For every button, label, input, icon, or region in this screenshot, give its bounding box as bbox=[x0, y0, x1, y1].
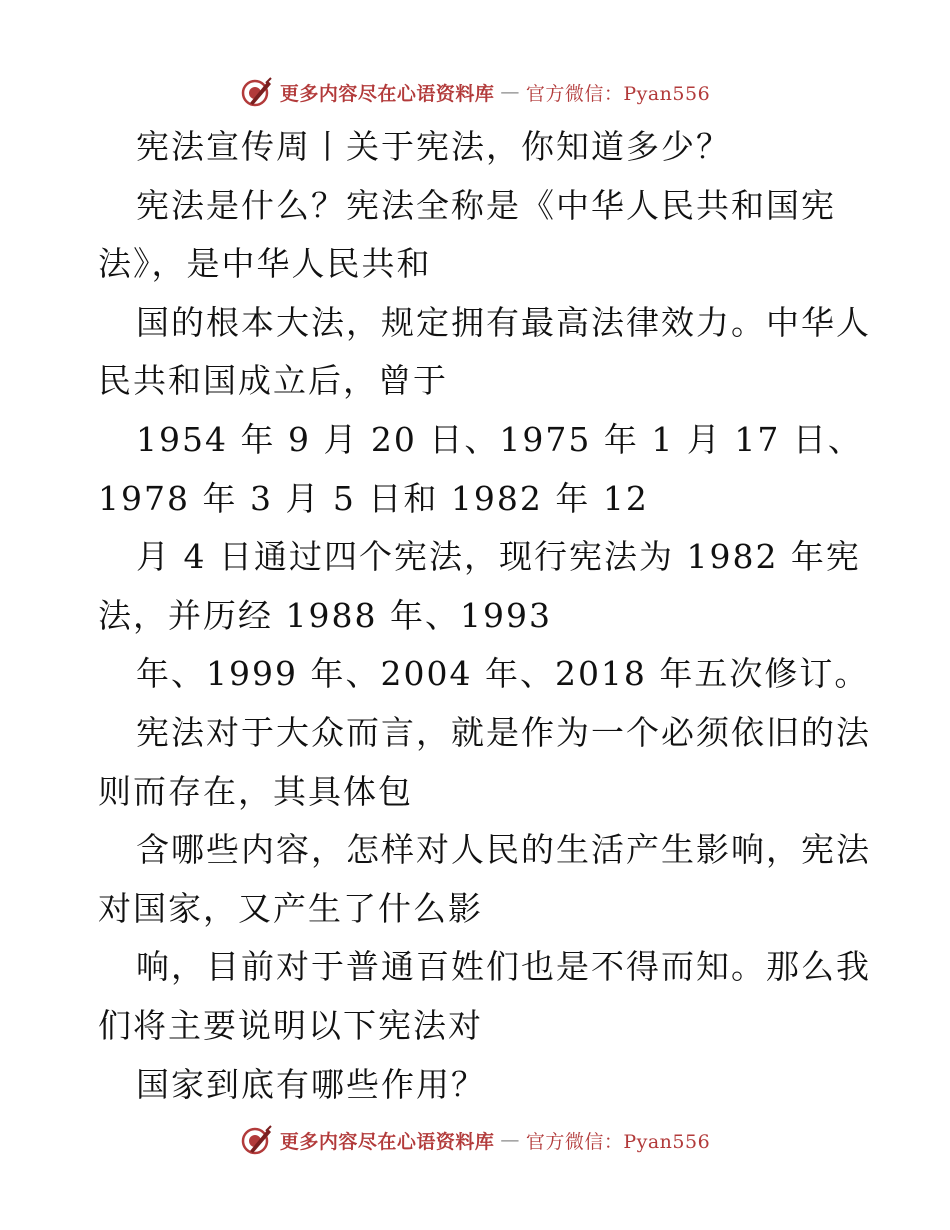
paragraph-line: 则而存在，其具体包 bbox=[98, 771, 413, 811]
paragraph-line: 民共和国成立后，曾于 bbox=[98, 361, 448, 401]
paragraph-line: 国的根本大法，规定拥有最高法律效力。中华人 bbox=[136, 302, 871, 342]
paragraph-line: 年、1999 年、2004 年、2018 年五次修订。 bbox=[136, 654, 870, 694]
paragraph-line: 法》，是中华人民共和 bbox=[98, 244, 432, 284]
footer-watermark-wechat: 官方微信：Pyan556 bbox=[525, 1130, 711, 1153]
paragraph-line: 1954 年 9 月 20 日、1975 年 1 月 17 日、 bbox=[136, 419, 863, 459]
header-watermark-text: 更多内容尽在心语资料库 bbox=[279, 82, 495, 105]
paragraph-line: 宪法对于大众而言，就是作为一个必须依旧的法 bbox=[136, 712, 871, 752]
paragraph-line: 对国家，又产生了什么影 bbox=[98, 888, 483, 928]
document-title: 宪法宣传周丨关于宪法，你知道多少？ bbox=[136, 127, 731, 166]
paragraph-line: 国家到底有哪些作用？ bbox=[136, 1064, 486, 1104]
paragraph-line: 们将主要说明以下宪法对 bbox=[98, 1005, 483, 1045]
pen-logo-icon bbox=[240, 1123, 274, 1157]
pen-logo-icon bbox=[240, 75, 274, 109]
document-body bbox=[98, 118, 871, 1114]
footer-watermark-banner bbox=[0, 1120, 950, 1160]
paragraph-line: 宪法是什么？宪法全称是《中华人民共和国宪 bbox=[136, 185, 836, 225]
paragraph-line: 响，目前对于普通百姓们也是不得而知。那么我 bbox=[136, 947, 871, 987]
footer-watermark-separator: — bbox=[500, 1129, 520, 1151]
paragraph-line: 法，并历经 1988 年、1993 bbox=[98, 595, 552, 635]
header-watermark-wechat: 官方微信：Pyan556 bbox=[525, 82, 711, 105]
paragraph-line: 含哪些内容，怎样对人民的生活产生影响，宪法 bbox=[136, 830, 871, 870]
paragraph-line: 1978 年 3 月 5 日和 1982 年 12 bbox=[98, 478, 649, 518]
footer-watermark-text: 更多内容尽在心语资料库 bbox=[279, 1130, 495, 1153]
header-watermark-banner bbox=[0, 72, 950, 112]
header-watermark-separator: — bbox=[500, 81, 520, 103]
paragraph-line: 月 4 日通过四个宪法，现行宪法为 1982 年宪 bbox=[136, 537, 861, 577]
